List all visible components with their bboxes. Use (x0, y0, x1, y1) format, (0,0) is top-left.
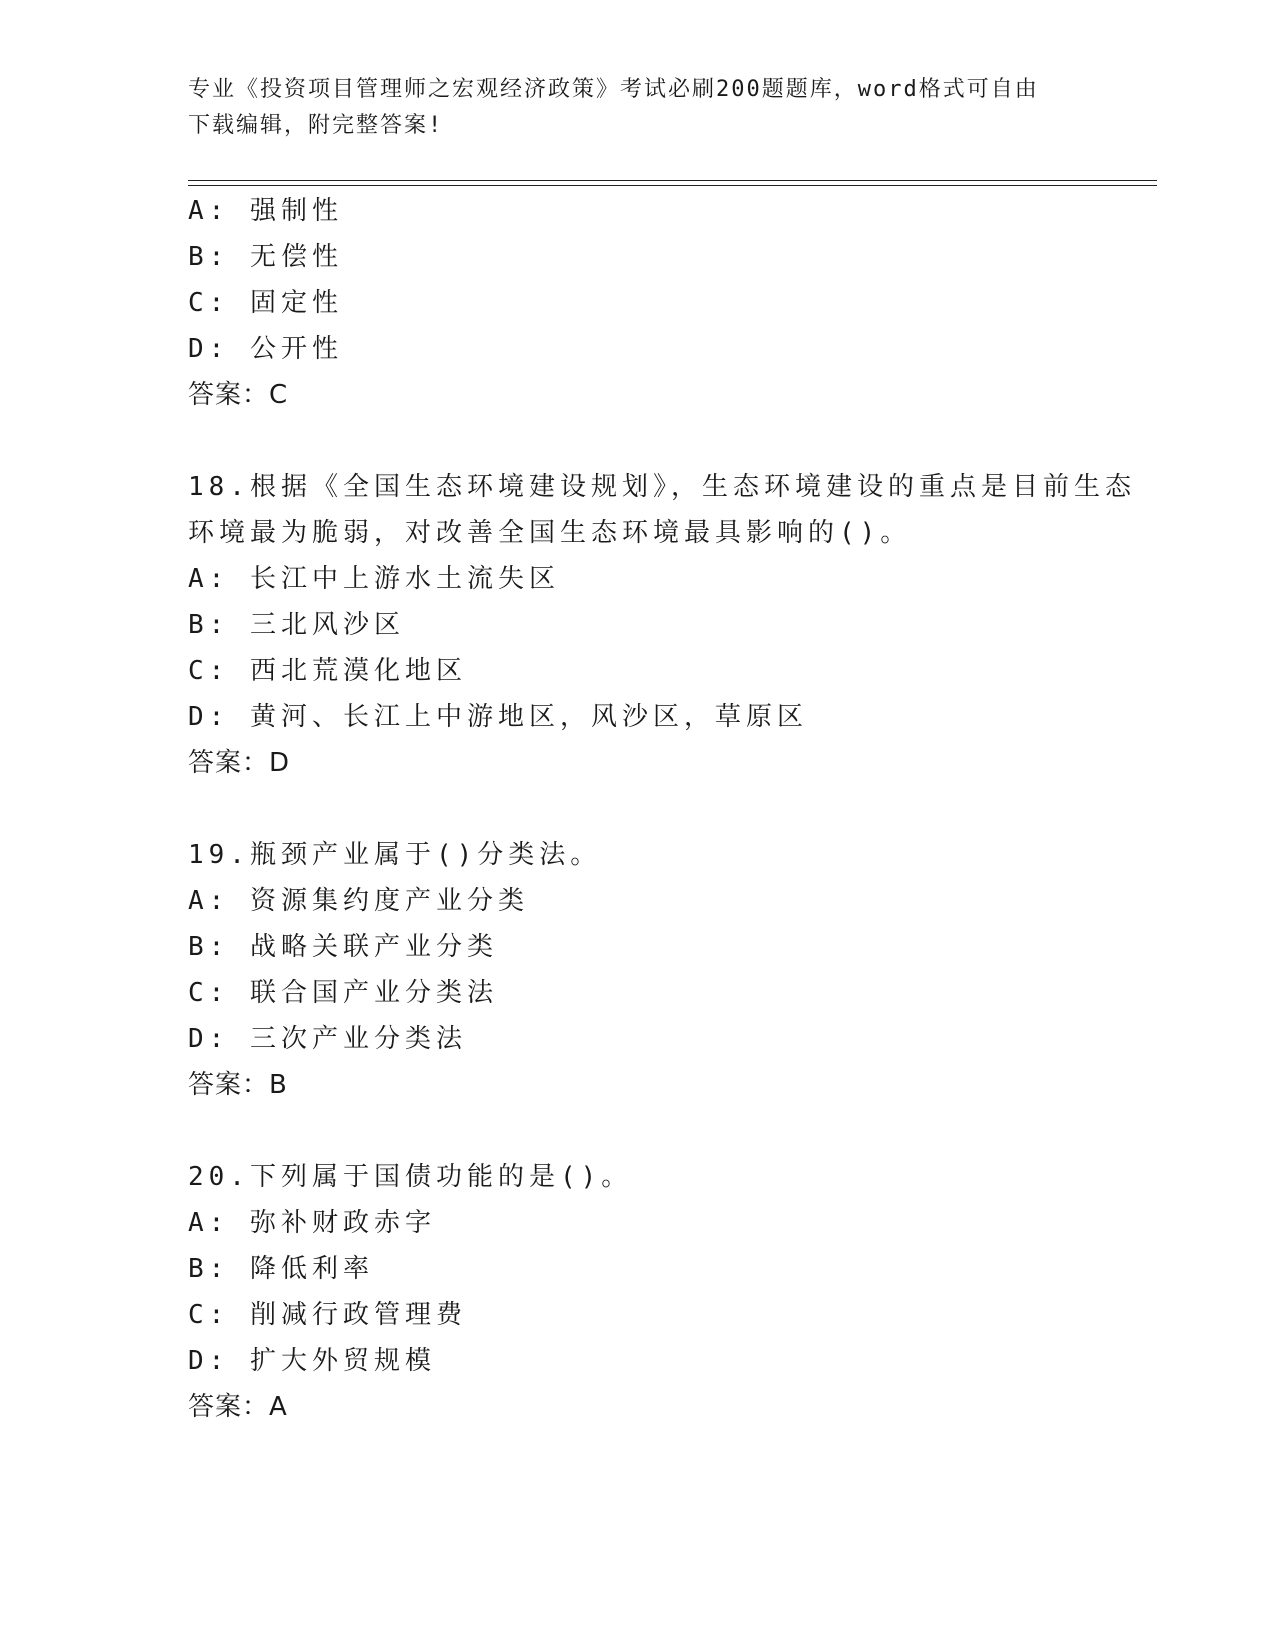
option-b: B: 无偿性 (188, 242, 343, 272)
option-d: D: 黄河、长江上中游地区，风沙区，草原区 (188, 702, 808, 732)
answer: 答案：D (188, 748, 291, 778)
option-c: C: 削减行政管理费 (188, 1300, 467, 1330)
option-d: D: 扩大外贸规模 (188, 1346, 436, 1376)
question-stem-line-1: 19.瓶颈产业属于()分类法。 (188, 840, 602, 870)
option-a: A: 资源集约度产业分类 (188, 886, 529, 916)
option-c: C: 联合国产业分类法 (188, 978, 498, 1008)
question-stem-line-2: 环境最为脆弱，对改善全国生态环境最具影响的()。 (188, 518, 912, 548)
divider-line-bottom (188, 185, 1157, 186)
option-c: C: 西北荒漠化地区 (188, 656, 467, 686)
option-a: A: 强制性 (188, 196, 343, 226)
answer: 答案：B (188, 1070, 288, 1100)
option-d: D: 三次产业分类法 (188, 1024, 467, 1054)
answer: 答案：C (188, 380, 289, 410)
question-stem-line-1: 18.根据《全国生态环境建设规划》，生态环境建设的重点是目前生态 (188, 472, 1136, 502)
option-a: A: 弥补财政赤字 (188, 1208, 436, 1238)
option-b: B: 降低利率 (188, 1254, 374, 1284)
option-b: B: 三北风沙区 (188, 610, 405, 640)
option-a: A: 长江中上游水土流失区 (188, 564, 560, 594)
answer: 答案：A (188, 1392, 288, 1422)
divider-line-top (188, 180, 1157, 181)
document-header (188, 72, 1088, 144)
question-stem-line-1: 20.下列属于国债功能的是()。 (188, 1162, 633, 1192)
header-line-1: 专业《投资项目管理师之宏观经济政策》考试必刷200题题库，word格式可自由 (188, 77, 1039, 102)
header-line-2: 下载编辑，附完整答案! (188, 113, 444, 138)
option-d: D: 公开性 (188, 334, 343, 364)
option-b: B: 战略关联产业分类 (188, 932, 498, 962)
option-c: C: 固定性 (188, 288, 343, 318)
